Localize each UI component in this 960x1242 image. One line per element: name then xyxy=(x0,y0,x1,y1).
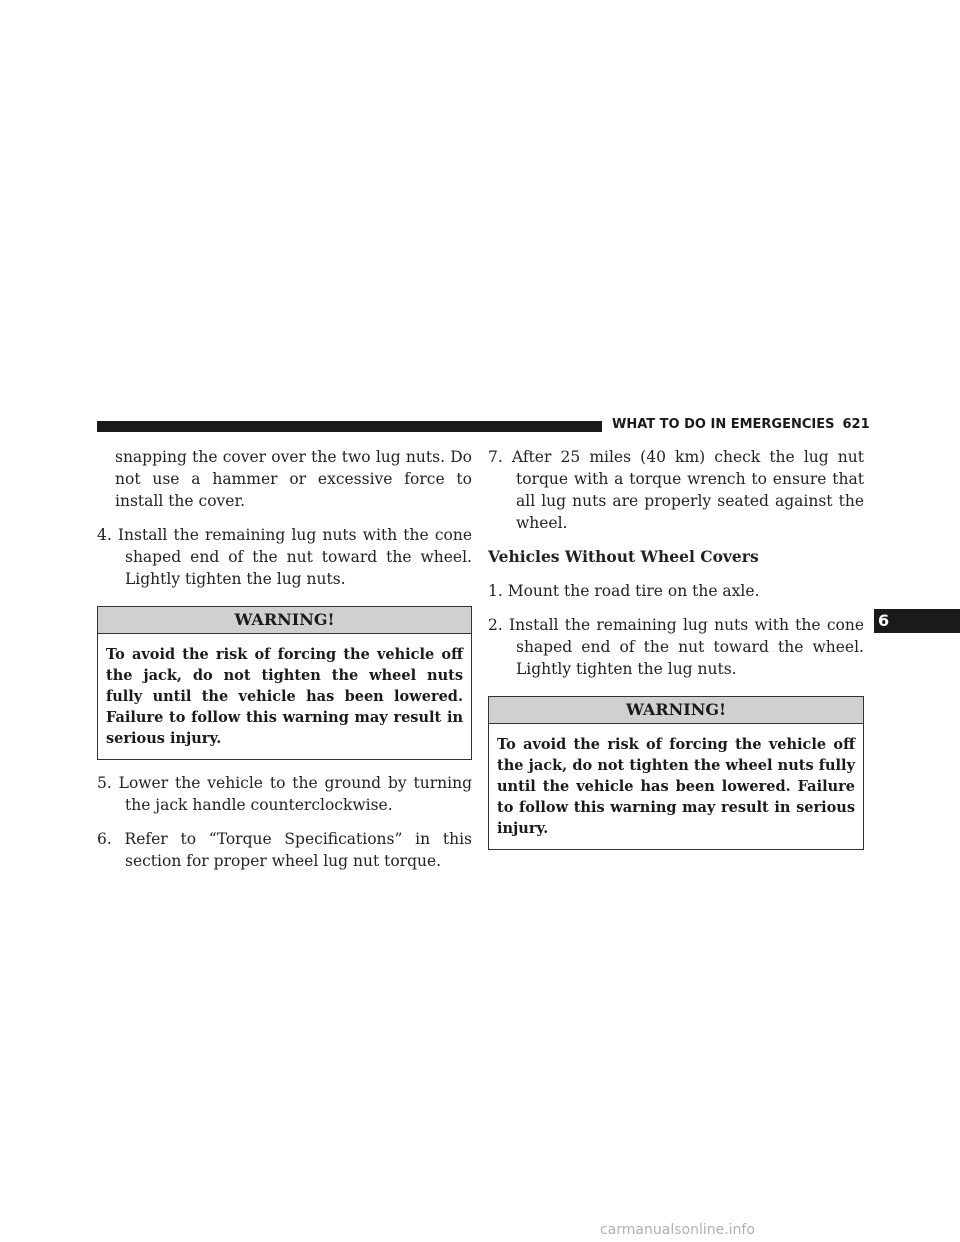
step-1: 1. Mount the road tire on the axle. xyxy=(488,582,760,600)
warning-title: WARNING! xyxy=(489,697,863,724)
running-header xyxy=(612,417,870,432)
step-4: 4. Install the remaining lug nuts with the cone shaped end of the nut toward the wheel. Lightly tighten the lug nuts. xyxy=(97,526,472,588)
warning-body: To avoid the risk of forcing the vehicle off the jack, do not tighten the wheel nuts fully until the vehicle has been lowered. Failure to follow this warning may result in serious injury. xyxy=(106,646,463,747)
step-7: 7. After 25 miles (40 km) check the lug nut torque with a torque wrench to ensure that all lug nuts are properly seated against the wheel. xyxy=(488,448,864,532)
warning-body: To avoid the risk of forcing the vehicle off the jack, do not tighten the wheel nuts fully until the vehicle has been lowered. Failure to follow this warning may result in serious injury. xyxy=(497,736,855,837)
section-title: WHAT TO DO IN EMERGENCIES xyxy=(612,417,835,432)
step-5: 5. Lower the vehicle to the ground by turning the jack handle counterclockwise. xyxy=(97,774,472,814)
chapter-number: 6 xyxy=(878,611,890,630)
right-column xyxy=(488,446,864,850)
step-6: 6. Refer to “Torque Specifications” in this section for proper wheel lug nut torque. xyxy=(97,830,472,870)
left-column xyxy=(97,446,472,872)
header-rule xyxy=(97,421,602,432)
warning-title: WARNING! xyxy=(98,607,471,634)
chapter-tab xyxy=(874,609,960,633)
page-number: 621 xyxy=(842,417,870,432)
watermark: carmanualsonline.info xyxy=(600,1222,755,1238)
step-2: 2. Install the remaining lug nuts with the cone shaped end of the nut toward the wheel. Lightly tighten the lug nuts. xyxy=(488,616,864,678)
warning-box-right xyxy=(488,696,864,850)
continuation-paragraph: snapping the cover over the two lug nuts. Do not use a hammer or excessive force to install the cover. xyxy=(115,448,472,510)
subheading-without-wheel-covers: Vehicles Without Wheel Covers xyxy=(488,547,759,566)
warning-box-left xyxy=(97,606,472,760)
